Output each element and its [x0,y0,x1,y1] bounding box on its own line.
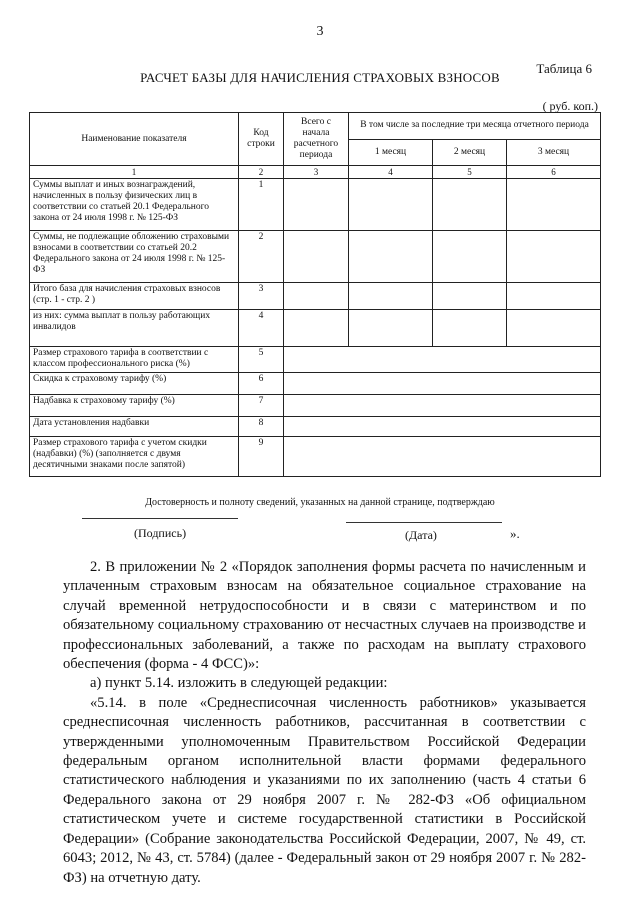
row-code: 1 [239,179,284,231]
value-cell[interactable] [284,437,601,477]
row-code: 6 [239,373,284,395]
row-code: 8 [239,417,284,437]
row-code: 5 [239,347,284,373]
table-row [30,373,601,395]
table-row [30,179,601,231]
row-name: Итого база для начисления страховых взносов (стр. 1 - стр. 2 ) [30,283,239,310]
row-name: Надбавка к страховому тарифу (%) [30,395,239,417]
body-text [63,558,586,888]
row-name: из них: сумма выплат в пользу работающих инвалидов [30,310,239,347]
row-code: 2 [239,231,284,283]
header-name: Наименование показателя [30,113,239,166]
row-name: Скидка к страховому тарифу (%) [30,373,239,395]
row-name: Суммы выплат и иных вознаграждений, начисленных в пользу физических лиц в соответствии со статьей 20.1 Федерального закона от 24 июля 1998 г. № 125-ФЗ [30,179,239,231]
signature-label: (Подпись) [134,526,187,540]
value-cell[interactable] [284,283,349,310]
paragraph: «5.14. в поле «Среднесписочная численность работников» указывается среднесписочная численность работников, рассчитанная в соответствии с утвержденными уполномоченным Правительством Российской Федерации федеральным органом исполнительной власти формами федерального статистического наблюдения и указаниями по их заполнению (часть 4 статьи 6 Федерального закона от 29 ноября 2007 г. № 282-ФЗ «Об официальном статистическом учете и системе государственной статистики в Российской Федерации» (Собрание законодательства Российской Федерации, 2007, № 49, ст. 6043; 2012, № 43, ст. 5784) (далее - Федеральный закон от 29 ноября 2007 г. № 282-ФЗ) на отчетную дату. [63,694,586,886]
paragraph: а) пункт 5.14. изложить в следующей редакции: [90,675,388,692]
value-cell[interactable] [349,231,433,283]
value-cell[interactable] [433,231,507,283]
row-code: 7 [239,395,284,417]
table-row [30,347,601,373]
value-cell[interactable] [349,179,433,231]
column-numbers-row [30,166,601,179]
table-row [30,231,601,283]
column-number: 5 [433,166,507,179]
value-cell[interactable] [349,283,433,310]
header-code: Код строки [239,113,284,166]
row-name: Дата установления надбавки [30,417,239,437]
value-cell[interactable] [507,310,601,347]
value-cell[interactable] [349,310,433,347]
column-number: 1 [30,166,239,179]
column-number: 3 [284,166,349,179]
header-months-group: В том числе за последние три месяца отчетного периода [349,113,601,140]
date-line[interactable] [346,522,502,523]
table-label: Таблица 6 [536,61,592,76]
value-cell[interactable] [507,283,601,310]
signature-line[interactable] [82,518,238,519]
page-number: 3 [316,24,324,39]
row-name: Размер страхового тарифа с учетом скидки (надбавки) (%) (заполняется с двумя десятичными знаками после запятой) [30,437,239,477]
page-title: РАСЧЕТ БАЗЫ ДЛЯ НАЧИСЛЕНИЯ СТРАХОВЫХ ВЗНОСОВ [140,70,500,85]
quote-end: ». [510,526,520,541]
date-label: (Дата) [405,528,437,542]
value-cell[interactable] [433,283,507,310]
table-row [30,437,601,477]
row-code: 3 [239,283,284,310]
header-month-3: 3 месяц [507,139,601,166]
value-cell[interactable] [507,179,601,231]
row-name: Суммы, не подлежащие обложению страховыми взносами в соответствии со статьей 20.2 Федерального закона от 24 июля 1998 г. № 125-ФЗ [30,231,239,283]
column-number: 6 [507,166,601,179]
column-number: 2 [239,166,284,179]
value-cell[interactable] [284,347,601,373]
units-label: ( руб. коп.) [542,99,598,113]
calculation-table [29,112,601,477]
value-cell[interactable] [284,179,349,231]
paragraph: 2. В приложении № 2 «Порядок заполнения формы расчета по начисленным и уплаченным страховым взносам на обязательное социальное страхование на случай временной нетрудоспособности и в связи с материнством и по обязательному социальному страхованию от несчастных случаев на производстве и профессиональных заболеваний, а также по расходам на выплату страхового обеспечения (форма - 4 ФСС)»: [63,559,586,673]
value-cell[interactable] [433,179,507,231]
value-cell[interactable] [284,417,601,437]
table-row [30,417,601,437]
value-cell[interactable] [507,231,601,283]
header-total: Всего с начала расчетного периода [284,113,349,166]
table-row [30,283,601,310]
table-row [30,395,601,417]
value-cell[interactable] [284,395,601,417]
confirmation-text: Достоверность и полноту сведений, указанных на данной странице, подтверждаю [145,497,495,508]
row-name: Размер страхового тарифа в соответствии с классом профессионального риска (%) [30,347,239,373]
row-code: 4 [239,310,284,347]
value-cell[interactable] [284,310,349,347]
value-cell[interactable] [433,310,507,347]
value-cell[interactable] [284,231,349,283]
column-number: 4 [349,166,433,179]
header-month-2: 2 месяц [433,139,507,166]
table-row [30,310,601,347]
value-cell[interactable] [284,373,601,395]
row-code: 9 [239,437,284,477]
header-month-1: 1 месяц [349,139,433,166]
